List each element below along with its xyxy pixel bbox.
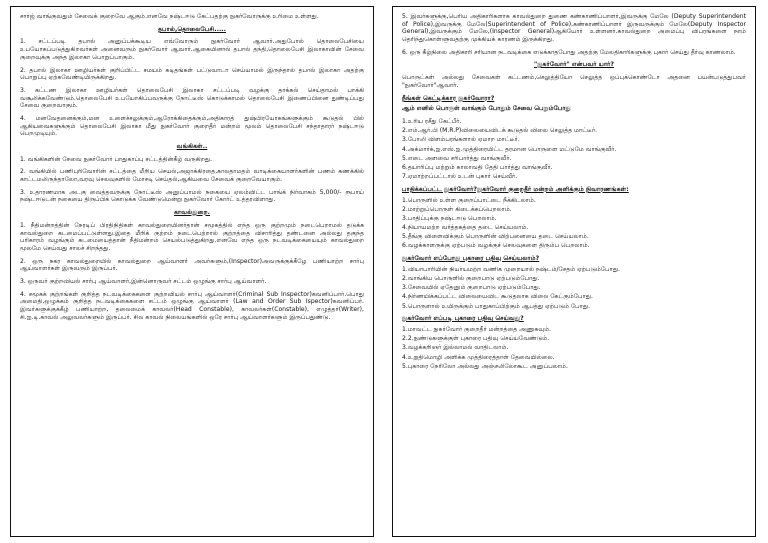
smart-consumer-list [402, 118, 746, 181]
when-to-file-title: நுகர்வோர் எப்போது புகாரை பதிவு செய்யலாம்? [402, 255, 540, 263]
list-item: 2.மாற்றுப்பொருள் கிடைக்கப்பெறலாம். [402, 205, 512, 213]
police-item-4: 4. சமூகக் குற்றங்கள் குறித்த நடவடிக்கைகளை குற்றவியல் சார்பு ஆய்வாளர்(Criminal Sub Inspector)கவனிப்பார்.பொது அமைதி,ஒழுக்கம் குறித்த நடவடிக்கைகளை சட்டம் ஒழுங்கு ஆய்வாளர் (Law and Order Sub Ispector)கவனிப்பர். இவர்களுக்குக்கீழ் பணியாற்ற, தலைமைக் காவலர்(Head Constable), காவலர்கள்(Constable), எழுத்தர்(Writer), சி.ஐ.டி.காவல் அலுவலர்களும் இருப்பர். சில காவல் நிலையங்களில் ஒரே சார்பு ஆய்வாளர்களும் இருப்பதுண்டு. [20, 290, 364, 321]
police-item-3: 3. ஒருவர் குற்றவியல் சார்பு ஆய்வாளர்,இன்னொருவர் சட்டம் ஒழுங்கு சார்பு ஆய்வாளர். [20, 277, 267, 285]
banks-item-1: 1. வங்கிகளின் சேவை நுகர்வோர் பாதுகாப்பு சட்டத்தின்கீழ் வருகிறது. [20, 155, 213, 163]
how-to-file-title: நுகர்வோர் எப்படி புகாரை பதிவு செய்வது? [402, 315, 524, 323]
list-item: 4.நிர்ணயிக்கப்பட்ட விலையைவிட கூடுதலாக விலை கேட்கும்போது. [402, 293, 593, 301]
banks-item-2: 2. வங்கியில் பணிபுரிவோரின் சட்டத்தை மீறிய செயல்,அஜாக்கிரதை,காலதாமதம் வாடிக்கையாளர்களின் பணம் கணக்கில் காட்டமலிருந்தாலோ,வரவு செலவுகளில் மோசடி செய்தல்,ஆகியவை சேவைக் குறைவேயாகும். [20, 168, 364, 184]
smart-consumer-title: நீங்கள் கெட்டிக்கார நுகர்வோரா? [402, 94, 495, 102]
list-item: 2.எம்.ஆர்.பி (M.R.P)விலையைவிடக் கூடுதல் விலை செலுத்த மாட்டீர். [402, 127, 598, 135]
consumer-definition-text: பொருட்கள் அல்லது சேவைகள் கட்டணம்,செலுத்தியோ செலுத்த ஒப்புக்கொண்டோ அதனை பயன்படுத்துபவர் "நுகர்வோர்"ஆவார். [402, 74, 746, 89]
relief-title: பாதிக்கப்பட்ட நுகர்வோர்?நுகர்வோர் குறைதீர் மன்றம் அளிக்கும் நிவாரணங்கள்: [402, 185, 629, 193]
left-page [10, 6, 374, 537]
list-item: 4.நியாயமற்ற வர்த்தகத்தை தடை செய்யலாம். [402, 224, 529, 232]
list-item: 4.அக்மார்க்,ஐ.எஸ்.ஐ.முத்திரையிட்ட தரமான பொருளை மட்டுமே வாங்குவீர். [402, 145, 617, 153]
list-item: 1.உரிய ரசீது கேட்பீர். [402, 118, 462, 125]
list-item: 2.வாங்கிய பொருளில் குறைபாடு ஏற்படும்போது. [402, 275, 540, 283]
consumer-definition-title: "நுகர்வோர்" என்பவர் யார்? [533, 61, 615, 69]
postal-item-3: 3. கட்டண இலாகா ஊழியர்கள் தொலைபேசி இலாகா சட்டப்படி வழக்கு தாக்கல் செய்தாமல் பாக்கி வசூலிக்கவேண்டும்.தொலைபேசி உபயோகிப்பவருக்கு நோட்டீஸ் கொடுக்காமல் தொலைபேசி இணைப்பினை துண்டிப்பது சேவை குறைவாகும். [20, 86, 364, 110]
list-item: 4.உறுதிமொழி அளிக்க முத்திரைத்தாள் தேவையில்லை. [402, 353, 555, 361]
postal-item-1: 1. சட்டப்படி தபால் அனுப்பக்கூடிய எவ்வோரும் நுகர்வோர் ஆவார்.அதுபோல் தொலைபேசியை உபயோகப்படுத்துகிறவர்கள் அனைவரும் நுகர்வோர் ஆவார்.ஆகையினால் தபால் தந்தி,தொலைபேசி இலாகாவின் சேவை குறைவுக்கு அந்த இலாகா பொறுப்பாகும். [20, 38, 364, 61]
postal-item-2: 2. தபால் இலாகா ஊழியர்கள் குறிப்பிட்ட சமயம் கடிதங்கள் பட்டுவாடா செய்யாமல் இருந்தால் தபால் இலாகா அதற்கு பொறுப்பு ஏற்கவேண்டியிருக்கிறது. [20, 66, 364, 82]
list-item: 1.பொருளில் உள்ள குறைப்பாட்டை நீக்கிடலாம். [402, 196, 536, 204]
relief-list [402, 197, 746, 251]
when-to-file-list [402, 266, 746, 310]
list-item: 6.தயாரிப்பு மற்றும் காலாவதி தேதி பார்த்து வாங்குவீர். [402, 163, 553, 171]
police-item-2: 2. ஒரு நகர காவல்துறையில் காவல்துறை ஆய்வாளர் அவர்களும்,(Inspector)அவருக்குக்கீழே பணியாற்ற சார்பு ஆய்வாளர்கள் இருவரும் இருப்பர். [20, 257, 364, 273]
list-item: 1.வியாபாரியின் நியாயமற்ற வணிக முறையால் நஷ்டம்/சேதம் ஏற்படும்போது. [402, 265, 621, 273]
list-item: 3.போலி விளம்பரங்களால் ஏமாற மாட்டீர். [402, 136, 520, 144]
list-item: 1.மாவட்ட நுகர்வோர் குறைதீர் மன்றத்தை அணுகவும். [402, 326, 552, 334]
list-item: 7.ஏமாற்றப்பட்டால் உடன் புகார் செய்வீர். [402, 173, 518, 181]
postal-item-4: 4. மனவேதனைக்கும்,மன உளைச்சலுக்கும்,ஆரோக்கிதைக்கும்,அதிகாரத் துஷ்பிரயோகங்களுக்கும் கூடுதல் பில் ஆகியவைகளுக்கும் தொலைபேசி இலாகா மீது நுகர்வோர் குறைதீர் மன்றம் மூலம் தொலைபேசி சந்தாதாரர் நஷ்டஈடு பெறமுடியும். [20, 114, 364, 138]
banks-item-3: 3. உதாரணமாக அடகு வைத்தவருக்கு நோட்டீஸ் அனுப்பாமல் நகையை ஏலம்விட்ட பாங்க் நிர்வாகம் 5,000/- ரூபாய் நஷ்டஈடுடன் நகையை திருப்பிக் கொடுக்க வேண்டுமென்று நுகர்வோர் கோர்ட் உத்தரவிளாது. [20, 188, 364, 204]
police-item-5: 5. இவர்களுக்கு,பெரிய அதிகாரிகளாக காவல்துறை துணை கண்காணிப்பாளர்,இவருக்கு மேலே (Deputy Superintendent of Police),இவருக்கு மேலே(Superintendent of Police),கண்காணிப்பாளர் இருவருக்கும் மேலே(Deputy Inspector General),இவருக்கும் மேலே,(Inspector General)ஆகியோர் உள்ளனர்.காவல்துறை அமைப்பு விபரங்களை நாம் தெரிந்துகொள்ளுவதற்கு முக்கியக் காரணம் இருக்கிறது. [402, 13, 746, 44]
list-item: 3.வழக்கறிஞர் இல்லாமல் வாதிடலாம். [402, 344, 509, 352]
list-item: 6.வழக்காளருக்கு ஏற்படும் வழக்குச் செலவுகளை திரும்ப பெறலாம். [402, 242, 590, 250]
police-item-1: 1. நீதிமன்றத்தின் நேரடிப் பிரதிநிதிகள் காவல்துறையினர்தான் சமூகத்தில் எந்த ஒரு குற்றமும் நடைபெறாமல் தடுக்க காவல்துறை கடமைப்பட்டுள்ளது.இதை மீறிக் குற்றம் நடைபெற்றால் குற்றத்தை விசாரித்து தண்டனை அல்லது தகுந்த பரிகாரம் வழங்கும் கடமையைத்தான் நீதிமன்றம் செயல்படுத்துகிறது.எனவே எந்த ஒரு நடவடிக்கையையும் காவல்துறை மூலமே செய்வது சாலச் சிறந்தது. [20, 221, 364, 252]
list-item: 5.பொருளால் உயிருக்கும் பாதுகாப்பிற்கும் ஆபத்து ஏற்படும் போது. [402, 302, 591, 310]
list-item: 5.புகாரை நேரிலோ அல்லது அஞ்சலிலோகூட அனுப்பலாம். [402, 362, 568, 370]
right-page [392, 6, 756, 537]
banks-section-title: வங்கிகள்.. [176, 142, 208, 150]
police-item-6: 6. ஒரு கீழ்நிலை அதிகாரி சரியான நடவடிக்கை எடுக்காதபோது அதற்கு மேலதிகாரிகளுக்கு புகார் செய்து தீர்வு காணலாம். [402, 48, 736, 56]
smart-consumer-lead: ஆம் எனில் பொருள் வாங்கும் போதும் சேவை பெறும்போது [402, 105, 571, 113]
list-item: 5.எடை அளவை சரிபார்த்து வாங்குவீர். [402, 154, 512, 162]
police-section-title: காவல்துறை. [173, 209, 211, 217]
list-item: 2.2.நுண்டுகளுக்குள் புகாரை பதிவு செய்யவேண்டும். [402, 335, 550, 343]
postal-section-title: தபால்,தொலைபேசி..... [157, 25, 227, 33]
intro-paragraph: சார்ஜ் வாங்குவதும் சேவைக் குறைவே ஆகும்.எனவே நஷ்டஈடு கேட்பதற்கு நுகர்வோருக்கு உரிமை உள்ளது. [20, 13, 319, 20]
list-item: 3.பாதிப்புக்கு நஷ்டஈடு பெறலாம். [402, 214, 497, 222]
list-item: 3.சேவையில் ஏதேனும் குறைபாடு ஏற்படும்போது. [402, 284, 541, 292]
how-to-file-list [402, 326, 746, 370]
list-item: 5.தீங்கு விளைவிக்கும் பொருளின் விற்பனையை தடை செய்யலாம். [402, 233, 589, 241]
